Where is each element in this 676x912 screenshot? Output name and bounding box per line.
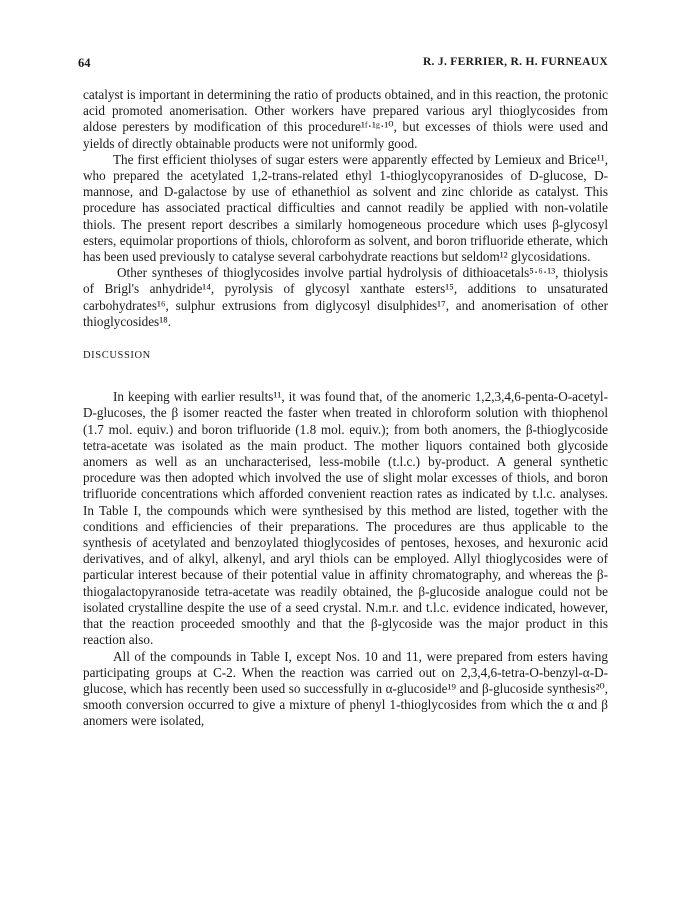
- body-text: [83, 87, 608, 730]
- paragraph-4: In keeping with earlier results¹¹, it was found that, of the anomeric 1,2,3,4,6-penta-O-acetyl-D-glucoses, the β isomer reacted the faster when treated in chloroform solution with thiophenol (1.7 mol. equiv.) and boron trifluoride (1.8 mol. equiv.); from both anomers, the β-thioglycoside tetra-acetate was isolated as the main product. The mother liquors contained both glycoside anomers as well as an uncharacterised, less-mobile (t.l.c.) by-product. A general synthetic procedure was then adopted which involved the use of slight molar excesses of thiols, and boron trifluoride concentrations which afforded convenient reaction rates as indicated by t.l.c. analyses. In Table I, the compounds which were synthesised by this method are listed, together with the conditions and efficiencies of their preparations. The procedures are thus applicable to the synthesis of acetylated and benzoylated thioglycosides of pentoses, hexoses, and hexuronic acid derivatives, and of alkyl, alkenyl, and aryl thiols can be employed. Allyl thioglycosides were of particular interest because of their potential value in affinity chromatography, and whereas the β-thiogalactopyranoside tetra-acetate was readily obtained, the β-glucoside analogue could not be isolated crystalline despite the use of a seed crystal. N.m.r. and t.l.c. evidence indicated, however, that the reaction proceeded smoothly and that the β-glycoside was the major product in this reaction also.: [83, 389, 608, 648]
- page-number: 64: [78, 56, 91, 70]
- running-head-authors: R. J. FERRIER, R. H. FURNEAUX: [422, 56, 608, 68]
- section-heading-discussion: DISCUSSION: [83, 350, 151, 362]
- paragraph-5: All of the compounds in Table I, except Nos. 10 and 11, were prepared from esters having participating groups at C-2. When the reaction was carried out on 2,3,4,6-tetra-O-benzyl-α-D-glucose, which has recently been used so successfully in α-glucoside¹⁹ and β-glucoside synthesis²⁰, smooth conversion occurred to give a mixture of phenyl 1-thioglycosides from which the α and β anomers were isolated,: [83, 648, 608, 729]
- paragraph-1: catalyst is important in determining the ratio of products obtained, and in this reaction, the protonic acid promoted anomerisation. Other workers have prepared various aryl thioglycosides from aldose peresters by modification of this procedure¹ᶠ·¹ᵍ·¹⁰, but excesses of thiols were used and yields of directly obtainable products were not uniformly good.: [83, 87, 608, 151]
- paragraph-3: Other syntheses of thioglycosides involve partial hydrolysis of dithioacetals⁵·⁶·¹³, thiolysis of Brigl's anhydride¹⁴, pyrolysis of glycosyl xanthate esters¹⁵, additions to unsaturated carbohydrates¹⁶, sulphur extrusions from diglycosyl disulphides¹⁷, and anomerisation of other thioglycosides¹⁸.: [83, 265, 608, 329]
- paragraph-2: The first efficient thiolyses of sugar esters were apparently effected by Lemieux and Brice¹¹, who prepared the acetylated 1,2-trans-related ethyl 1-thioglycopyranosides of D-glucose, D-mannose, and D-galactose by use of ethanethiol as solvent and zinc chloride as catalyst. This procedure has associated practical difficulties and cannot readily be applied with non-volatile thiols. The present report describes a similarly homogeneous procedure which uses β-glycosyl esters, equimolar proportions of thiols, chloroform as solvent, and boron trifluoride etherate, which has been used previously to catalyse several carbohydrate reactions but seldom¹² glycosidations.: [83, 151, 608, 265]
